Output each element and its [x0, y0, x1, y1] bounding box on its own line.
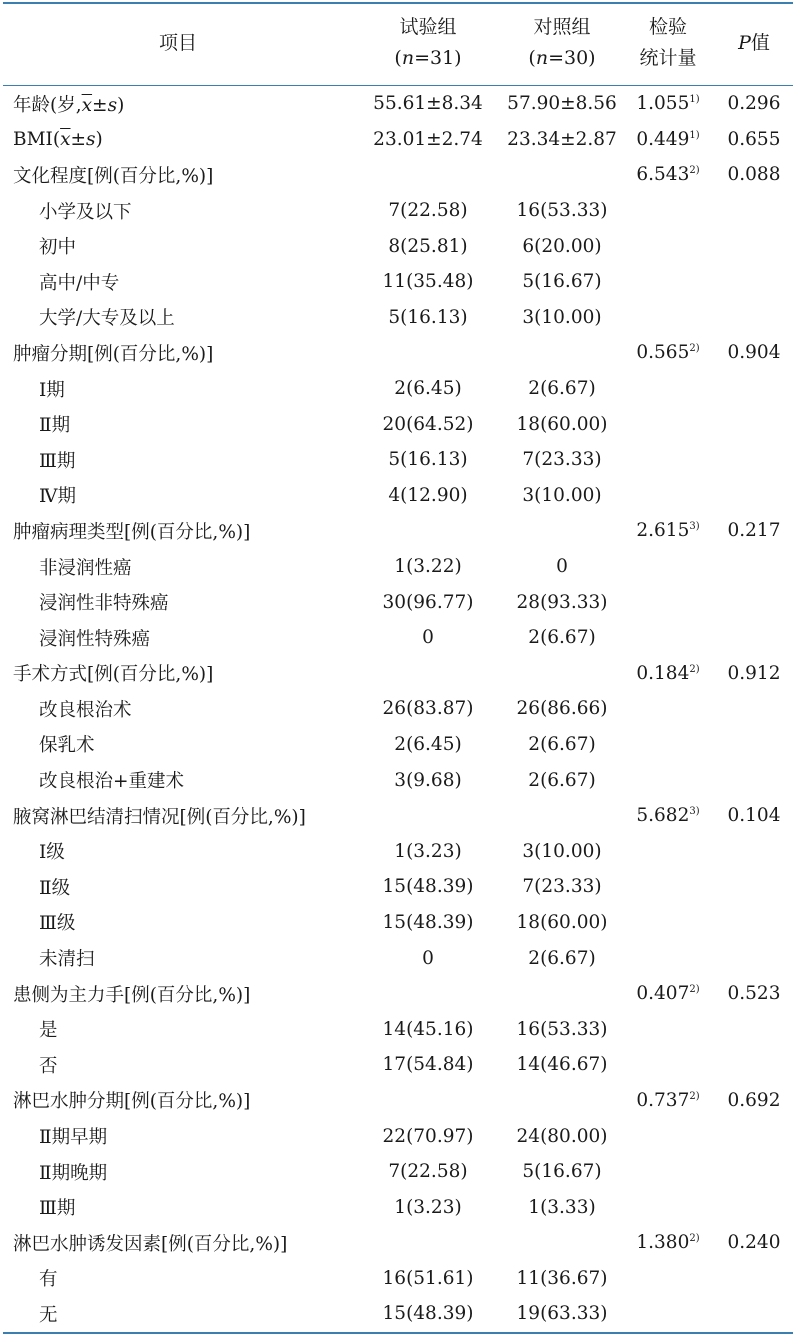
table-bottom-rule — [3, 1332, 793, 1334]
row-label-part: ) — [95, 128, 103, 150]
row-p-value — [715, 193, 793, 229]
row-group1-value: 1(3.23) — [394, 1196, 462, 1218]
row-statistic — [621, 1261, 715, 1297]
header-statistic — [621, 0, 715, 86]
table-row — [3, 1154, 793, 1190]
row-statistic-value: 2.615 — [636, 520, 690, 542]
row-p-value — [715, 300, 793, 336]
row-group2-value: 26(86.66) — [516, 698, 608, 720]
row-group1-value — [353, 976, 503, 1012]
row-p-value — [715, 1189, 793, 1225]
header-group2-name: 对照组 — [533, 16, 591, 38]
row-label-part: ± — [70, 128, 87, 150]
row-group1-value: 30(96.77) — [382, 591, 474, 613]
row-group2-value: 2(6.67) — [528, 947, 596, 969]
row-group1-value: 22(70.97) — [382, 1125, 474, 1147]
row-p-value — [715, 691, 793, 727]
row-group1-value: 2(6.45) — [394, 378, 462, 400]
row-label-part: s — [107, 94, 118, 116]
row-statistic-value: 1.380 — [636, 1232, 690, 1254]
row-p-value: 0.296 — [727, 93, 781, 115]
row-group2-value: 16(53.33) — [516, 200, 608, 222]
baseline-characteristics-table — [3, 0, 793, 1332]
row-group2-value: 2(6.67) — [528, 627, 596, 649]
row-group2-value: 11(36.67) — [516, 1267, 608, 1289]
table-row — [3, 762, 793, 798]
row-statistic — [621, 798, 715, 834]
row-statistic-footnote: 2) — [689, 165, 700, 177]
header-group2-n-var: n — [535, 47, 549, 69]
row-item-label: Ⅲ期 — [39, 1198, 76, 1220]
table-row — [3, 1083, 793, 1119]
row-p-value — [715, 727, 793, 763]
row-p-value — [715, 549, 793, 585]
row-group1-value: 15(48.39) — [382, 911, 474, 933]
row-group2-value: 23.34±2.87 — [507, 128, 617, 150]
row-group2-value: 18(60.00) — [516, 413, 608, 435]
row-group2-value: 57.90±8.56 — [507, 93, 617, 115]
row-p-value — [715, 620, 793, 656]
table-row — [3, 691, 793, 727]
row-statistic — [621, 1225, 715, 1261]
row-group1-value: 23.01±2.74 — [373, 128, 483, 150]
row-p-value: 0.088 — [727, 164, 781, 186]
row-item-label: 非浸润性癌 — [39, 557, 132, 579]
row-statistic — [621, 1296, 715, 1332]
row-statistic — [621, 905, 715, 941]
row-p-value — [715, 478, 793, 514]
row-p-value — [715, 905, 793, 941]
row-group2-value: 24(80.00) — [516, 1125, 608, 1147]
row-p-value — [715, 264, 793, 300]
header-statistic-line2: 统计量 — [639, 47, 697, 69]
row-label-part: s — [86, 128, 96, 150]
row-group1-value: 0 — [422, 947, 434, 969]
table-row — [3, 584, 793, 620]
row-group2-value — [503, 656, 621, 692]
row-p-value: 0.912 — [727, 662, 781, 684]
row-item-label: 文化程度[例(百分比,%)] — [13, 165, 214, 187]
header-p-value — [715, 0, 793, 86]
row-statistic — [621, 549, 715, 585]
row-p-value — [715, 1011, 793, 1047]
table-row — [3, 1189, 793, 1225]
row-item-label: 否 — [39, 1055, 58, 1077]
row-group1-value: 55.61±8.34 — [373, 93, 483, 115]
table-row — [3, 478, 793, 514]
table-row — [3, 1225, 793, 1261]
row-statistic — [621, 869, 715, 905]
row-item-label: 有 — [39, 1269, 58, 1291]
row-group1-value — [353, 1083, 503, 1119]
row-statistic — [621, 727, 715, 763]
row-item-label: 手术方式[例(百分比,%)] — [13, 664, 214, 686]
header-group1-n-var: n — [401, 47, 415, 69]
row-p-value: 0.104 — [727, 805, 781, 827]
row-group2-value: 18(60.00) — [516, 911, 608, 933]
row-group2-value: 19(63.33) — [516, 1303, 608, 1325]
table-row — [3, 86, 793, 122]
row-group1-value: 1(3.22) — [394, 556, 462, 578]
row-item-label: Ⅱ期 — [39, 415, 71, 437]
row-item-label: 改良根治+重建术 — [39, 771, 185, 793]
row-statistic — [621, 513, 715, 549]
table-row — [3, 122, 793, 158]
header-statistic-line1: 检验 — [648, 16, 687, 38]
table-row — [3, 228, 793, 264]
row-group1-value: 20(64.52) — [382, 413, 474, 435]
row-group1-value: 15(48.39) — [382, 1303, 474, 1325]
row-item-label: 浸润性特殊癌 — [39, 628, 151, 650]
row-group1-value: 0 — [422, 627, 434, 649]
row-statistic-value: 0.737 — [636, 1089, 690, 1111]
row-p-value: 0.217 — [727, 520, 781, 542]
row-label-part: ± — [92, 94, 108, 116]
row-group2-value: 28(93.33) — [516, 591, 608, 613]
header-group1-n-suffix: =31) — [414, 47, 462, 69]
row-statistic — [621, 86, 715, 122]
row-group2-value: 2(6.67) — [528, 769, 596, 791]
row-item-label — [3, 86, 353, 122]
row-p-value — [715, 584, 793, 620]
table-row — [3, 1296, 793, 1332]
header-group1-n — [353, 43, 503, 74]
row-statistic — [621, 1189, 715, 1225]
header-row — [3, 0, 793, 86]
table-row — [3, 656, 793, 692]
row-group1-value: 3(9.68) — [394, 769, 462, 791]
row-group1-value — [353, 798, 503, 834]
row-statistic — [621, 1011, 715, 1047]
row-statistic-value: 6.543 — [636, 164, 690, 186]
table-row — [3, 157, 793, 193]
table-header — [3, 0, 793, 86]
row-p-value — [715, 406, 793, 442]
header-group1-name: 试验组 — [399, 16, 457, 38]
header-group1 — [353, 0, 503, 86]
row-group1-value: 14(45.16) — [382, 1018, 474, 1040]
row-statistic-value: 0.407 — [636, 983, 690, 1005]
header-group1-n-prefix: ( — [394, 47, 402, 69]
row-statistic-footnote: 1) — [689, 94, 700, 106]
row-p-value — [715, 869, 793, 905]
table-row — [3, 727, 793, 763]
row-group2-value: 5(16.67) — [522, 1161, 602, 1183]
table-row — [3, 549, 793, 585]
row-group2-value — [503, 1083, 621, 1119]
row-statistic — [621, 762, 715, 798]
row-p-value — [715, 1261, 793, 1297]
row-statistic — [621, 1154, 715, 1190]
row-statistic — [621, 1118, 715, 1154]
row-p-value — [715, 371, 793, 407]
row-statistic — [621, 976, 715, 1012]
row-statistic — [621, 620, 715, 656]
row-item-label: 患侧为主力手[例(百分比,%)] — [13, 984, 251, 1006]
header-group2-n-suffix: =30) — [548, 47, 596, 69]
row-item-label: 肿瘤病理类型[例(百分比,%)] — [13, 521, 251, 543]
table-row — [3, 406, 793, 442]
row-item-label: 大学/大专及以上 — [39, 308, 175, 330]
row-group2-value: 16(53.33) — [516, 1018, 608, 1040]
table-row — [3, 442, 793, 478]
table-row — [3, 976, 793, 1012]
table-row — [3, 620, 793, 656]
table-row — [3, 371, 793, 407]
row-item-label: Ⅳ期 — [39, 486, 76, 508]
row-group1-value — [353, 656, 503, 692]
row-p-value — [715, 833, 793, 869]
header-group2 — [503, 0, 621, 86]
row-statistic-value: 0.449 — [636, 128, 690, 150]
row-item-label: 初中 — [39, 237, 77, 259]
row-group1-value — [353, 1225, 503, 1261]
header-group2-n-prefix: ( — [528, 47, 536, 69]
table-row — [3, 833, 793, 869]
row-statistic-footnote: 1) — [689, 129, 700, 141]
row-group2-value: 3(10.00) — [522, 306, 602, 328]
row-group1-value: 5(16.13) — [388, 449, 468, 471]
table-row — [3, 264, 793, 300]
row-statistic-footnote: 2) — [689, 1090, 700, 1102]
row-statistic — [621, 584, 715, 620]
row-group1-value: 4(12.90) — [388, 484, 468, 506]
header-p-suffix: 值 — [750, 31, 770, 54]
row-statistic — [621, 157, 715, 193]
row-statistic-footnote: 3) — [689, 521, 700, 533]
row-group1-value — [353, 335, 503, 371]
row-group1-value: 17(54.84) — [382, 1054, 474, 1076]
row-label-part: $\overline{x}$ — [60, 128, 71, 150]
row-label-part: 年龄(岁, — [13, 94, 82, 116]
row-label-part: BMI( — [13, 128, 61, 150]
row-item-label: 无 — [39, 1304, 58, 1326]
table-row — [3, 1047, 793, 1083]
row-group2-value: 1(3.33) — [528, 1196, 596, 1218]
row-p-value: 0.692 — [727, 1089, 781, 1111]
row-statistic-footnote: 2) — [689, 1233, 700, 1245]
row-item-label: Ⅰ级 — [39, 842, 65, 864]
row-statistic — [621, 833, 715, 869]
row-group2-value — [503, 157, 621, 193]
row-item-label: Ⅲ级 — [39, 913, 76, 935]
row-statistic — [621, 122, 715, 158]
row-item-label: 腋窝淋巴结清扫情况[例(百分比,%)] — [13, 806, 306, 828]
row-item-label: 高中/中专 — [39, 272, 120, 294]
row-p-value — [715, 1296, 793, 1332]
row-item-label: 改良根治术 — [39, 699, 132, 721]
row-item-label: 肿瘤分期[例(百分比,%)] — [13, 343, 214, 365]
row-item-label: 小学及以下 — [39, 201, 132, 223]
row-group1-value: 2(6.45) — [394, 733, 462, 755]
table-row — [3, 798, 793, 834]
row-statistic-value: 5.682 — [636, 805, 690, 827]
row-group2-value: 7(23.33) — [522, 876, 602, 898]
header-item-label: 项目 — [158, 31, 197, 54]
row-statistic — [621, 335, 715, 371]
table-row — [3, 905, 793, 941]
row-label-part: ) — [117, 94, 125, 116]
row-item-label: 淋巴水肿分期[例(百分比,%)] — [13, 1091, 251, 1113]
row-p-value — [715, 442, 793, 478]
row-item-label: Ⅲ期 — [39, 450, 76, 472]
row-statistic — [621, 371, 715, 407]
row-group1-value — [353, 157, 503, 193]
row-group2-value: 2(6.67) — [528, 378, 596, 400]
row-item-label — [3, 122, 353, 158]
row-statistic-footnote: 3) — [689, 806, 700, 818]
row-group1-value: 26(83.87) — [382, 698, 474, 720]
row-group2-value — [503, 335, 621, 371]
row-statistic — [621, 300, 715, 336]
row-statistic — [621, 264, 715, 300]
row-group1-value: 1(3.23) — [394, 840, 462, 862]
row-group1-value: 5(16.13) — [388, 306, 468, 328]
row-p-value — [715, 1047, 793, 1083]
row-group2-value — [503, 976, 621, 1012]
row-group1-value: 7(22.58) — [388, 1161, 468, 1183]
row-group2-value — [503, 513, 621, 549]
table-row — [3, 1118, 793, 1154]
row-statistic — [621, 478, 715, 514]
row-item-label: 未清扫 — [39, 949, 95, 971]
row-statistic-value: 1.055 — [636, 93, 690, 115]
row-p-value: 0.904 — [727, 342, 781, 364]
row-group2-value — [503, 1225, 621, 1261]
row-item-label: Ⅱ期晚期 — [39, 1162, 108, 1184]
row-statistic-value: 0.565 — [636, 342, 690, 364]
row-statistic — [621, 656, 715, 692]
row-p-value — [715, 1154, 793, 1190]
row-group1-value: 16(51.61) — [382, 1267, 474, 1289]
row-statistic — [621, 442, 715, 478]
row-group2-value: 2(6.67) — [528, 733, 596, 755]
row-group2-value: 7(23.33) — [522, 449, 602, 471]
row-group2-value: 3(10.00) — [522, 484, 602, 506]
row-item-label: 保乳术 — [39, 735, 95, 757]
row-item-label: 浸润性非特殊癌 — [39, 593, 169, 615]
row-group1-value: 8(25.81) — [388, 235, 468, 257]
row-p-value: 0.523 — [727, 983, 781, 1005]
table-body — [3, 86, 793, 1332]
table-row — [3, 940, 793, 976]
row-statistic-footnote: 2) — [689, 343, 700, 355]
row-group1-value: 11(35.48) — [382, 271, 474, 293]
row-group2-value: 3(10.00) — [522, 840, 602, 862]
row-group2-value: 6(20.00) — [522, 235, 602, 257]
row-p-value — [715, 762, 793, 798]
row-item-label: Ⅰ期 — [39, 379, 65, 401]
row-p-value — [715, 940, 793, 976]
row-group1-value: 15(48.39) — [382, 876, 474, 898]
row-group2-value: 14(46.67) — [516, 1054, 608, 1076]
row-p-value — [715, 228, 793, 264]
row-statistic-footnote: 2) — [689, 663, 700, 675]
table-row — [3, 1011, 793, 1047]
header-p-var: P — [738, 31, 751, 54]
row-p-value: 0.240 — [727, 1232, 781, 1254]
header-group2-n — [503, 43, 621, 74]
row-item-label: Ⅱ期早期 — [39, 1127, 108, 1149]
table-row — [3, 193, 793, 229]
table-row — [3, 1261, 793, 1297]
table-row — [3, 300, 793, 336]
row-group2-value: 5(16.67) — [522, 271, 602, 293]
row-statistic — [621, 940, 715, 976]
row-group2-value — [503, 798, 621, 834]
row-group1-value — [353, 513, 503, 549]
row-statistic — [621, 193, 715, 229]
table-row — [3, 869, 793, 905]
row-group2-value: 0 — [556, 556, 568, 578]
row-item-label: 淋巴水肿诱发因素[例(百分比,%)] — [13, 1233, 288, 1255]
table-row — [3, 335, 793, 371]
row-label-part: $\overline{x}$ — [81, 94, 93, 116]
row-item-label: 是 — [39, 1020, 58, 1042]
row-p-value — [715, 1118, 793, 1154]
header-item — [3, 0, 353, 86]
row-group1-value: 7(22.58) — [388, 200, 468, 222]
row-p-value: 0.655 — [727, 128, 781, 150]
row-statistic — [621, 1047, 715, 1083]
table-row — [3, 513, 793, 549]
row-statistic — [621, 228, 715, 264]
row-statistic — [621, 406, 715, 442]
row-statistic — [621, 1083, 715, 1119]
row-statistic-value: 0.184 — [636, 662, 690, 684]
row-statistic-footnote: 2) — [689, 984, 700, 996]
row-statistic — [621, 691, 715, 727]
row-item-label: Ⅱ级 — [39, 877, 71, 899]
